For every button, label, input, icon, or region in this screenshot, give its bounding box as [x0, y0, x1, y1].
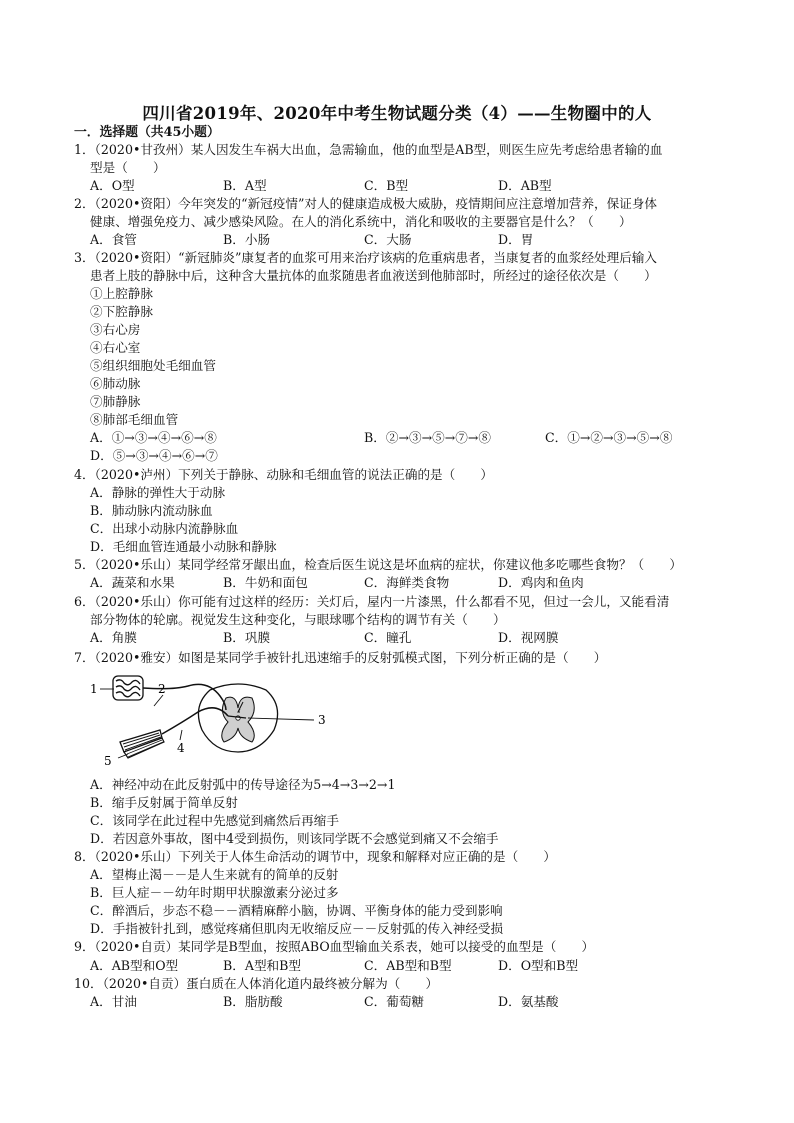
q4-option-a: A．静脉的弹性大于动脉: [90, 485, 226, 500]
q3-option-a: A．①→③→④→⑥→⑧: [90, 430, 217, 445]
q3-item-4: ④右心室: [90, 340, 141, 355]
leader-2: [154, 695, 163, 706]
q8-option-d: D．手指被针扎到，感觉疼痛但肌肉无收缩反应－－反射弧的传入神经受损: [90, 921, 504, 936]
q3-stem: 3．（2020•资阳）“新冠肺炎”康复者的血浆可用来治疗该病的危重病患者，当康复者的血浆经处理后输入: [74, 250, 658, 265]
q7-stem: 7．（2020•雅安）如图是某同学手被针扎迅速缩手的反射弧模式图，下列分析正确的是（ ）: [74, 650, 607, 665]
q4-stem: 4．（2020•泸州）下列关于静脉、动脉和毛细血管的说法正确的是（ ）: [74, 467, 494, 482]
q3-item-8: ⑧肺部毛细血管: [90, 412, 179, 427]
q3-stem-cont: 患者上肢的静脉中后，这种含大量抗体的血浆随患者血液送到他肺部时，所经过的途径依次是（ ）: [90, 268, 657, 283]
q9-stem: 9．（2020•自贡）某同学是B型血，按照ABO血型输血关系表，她可以接受的血型是（ ）: [74, 939, 595, 954]
q3-item-5: ⑤组织细胞处毛细血管: [90, 358, 216, 373]
effector-muscle: [120, 730, 164, 758]
q6-option-d: D．视网膜: [498, 630, 559, 645]
q2-option-c: C．大肠: [364, 232, 412, 247]
q10-option-d: D．氨基酸: [498, 994, 559, 1009]
q4-option-c: C．出球小动脉内流静脉血: [90, 521, 239, 536]
fig-label-2: 2: [158, 682, 166, 696]
q1-option-c: C．B型: [364, 178, 409, 193]
q5-option-b: B．牛奶和面包: [223, 575, 308, 590]
q1-option-a: A．O型: [90, 178, 135, 193]
q10-option-a: A．甘油: [90, 994, 137, 1009]
q1-stem-cont: 型是（ ）: [90, 160, 166, 175]
q5-option-d: D．鸡肉和鱼肉: [498, 575, 584, 590]
q8-option-b: B．巨人症－－幼年时期甲状腺激素分泌过多: [90, 885, 339, 900]
q6-stem-cont: 部分物体的轮廓。视觉发生这种变化，与眼球哪个结构的调节有关（ ）: [90, 612, 506, 627]
fig-label-1: 1: [90, 682, 98, 696]
q6-option-b: B．巩膜: [223, 630, 271, 645]
q4-option-b: B．肺动脉内流动脉血: [90, 503, 213, 518]
q7-option-b: B．缩手反射属于简单反射: [90, 795, 238, 810]
q2-stem-cont: 健康、增强免疫力、减少感染风险。在人的消化系统中，消化和吸收的主要器官是什么？（ ）: [90, 214, 632, 229]
q10-stem: 10．（2020•自贡）蛋白质在人体消化道内最终被分解为（ ）: [74, 976, 439, 991]
q7-option-a: A．神经冲动在此反射弧中的传导途径为5→4→3→2→1: [90, 777, 396, 792]
q3-item-2: ②下腔静脉: [90, 304, 153, 319]
q3-item-1: ①上腔静脉: [90, 286, 153, 301]
receptor-skin: [113, 676, 143, 700]
q3-option-c: C．①→②→③→⑤→⑧: [545, 430, 673, 445]
spinal-cord: [198, 684, 277, 752]
fig-label-5: 5: [104, 754, 112, 768]
q1-option-d: D．AB型: [498, 178, 552, 193]
q3-option-d: D．⑤→③→④→⑥→⑦: [90, 448, 218, 463]
section-heading: 一．选择题（共45小题）: [74, 125, 220, 140]
q7-option-c: C．该同学在此过程中先感觉到痛然后再缩手: [90, 813, 339, 828]
q6-option-c: C．瞳孔: [364, 630, 412, 645]
q2-option-a: A．食管: [90, 232, 137, 247]
q1-stem: 1．（2020•甘孜州）某人因发生车祸大出血，急需输血，他的血型是AB型，则医生应先考虑给患者输的血: [74, 142, 663, 157]
q1-option-b: B．A型: [223, 178, 267, 193]
fig-label-4: 4: [177, 741, 185, 755]
q9-option-c: C．AB型和B型: [364, 958, 452, 973]
q2-stem: 2．（2020•资阳）今年突发的“新冠疫情”对人的健康造成极大威胁，疫情期间应注意增加营养，保证身体: [74, 196, 658, 211]
fig-label-3: 3: [318, 713, 326, 727]
reflex-arc-figure: [88, 672, 338, 772]
q3-option-b: B．②→③→⑤→⑦→⑧: [364, 430, 492, 445]
q9-option-b: B．A型和B型: [223, 958, 301, 973]
q5-option-c: C．海鲜类食物: [364, 575, 450, 590]
q2-option-d: D．胃: [498, 232, 534, 247]
q7-option-d: D．若因意外事故，图中4受到损伤，则该同学既不会感觉到痛又不会缩手: [90, 831, 499, 846]
q8-stem: 8．（2020•乐山）下列关于人体生命活动的调节中，现象和解释对应正确的是（ ）: [74, 849, 556, 864]
q4-option-d: D．毛细血管连通最小动脉和静脉: [90, 539, 277, 554]
q9-option-a: A．AB型和O型: [90, 958, 179, 973]
q6-stem: 6．（2020•乐山）你可能有过这样的经历：关灯后，屋内一片漆黑，什么都看不见，但过一会儿，又能看清: [74, 594, 670, 609]
q8-option-c: C．醉酒后，步态不稳－－酒精麻醉小脑，协调、平衡身体的能力受到影响: [90, 903, 503, 918]
page-title: 四川省2019年、2020年中考生物试题分类（4）——生物圈中的人: [142, 104, 652, 123]
q6-option-a: A．角膜: [90, 630, 137, 645]
leader-4: [180, 730, 182, 740]
q8-option-a: A．望梅止渴－－是人生来就有的简单的反射: [90, 867, 339, 882]
q9-option-d: D．O型和B型: [498, 958, 579, 973]
q5-stem: 5．（2020•乐山）某同学经常牙龈出血，检查后医生说这是坏血病的症状，你建议他多吃哪些食物？（ ）: [74, 557, 682, 572]
q3-item-6: ⑥肺动脉: [90, 376, 141, 391]
q3-item-7: ⑦肺静脉: [90, 394, 141, 409]
q10-option-c: C．葡萄糖: [364, 994, 425, 1009]
q2-option-b: B．小肠: [223, 232, 271, 247]
q5-option-a: A．蔬菜和水果: [90, 575, 175, 590]
q10-option-b: B．脂肪酸: [223, 994, 283, 1009]
q3-item-3: ③右心房: [90, 322, 141, 337]
